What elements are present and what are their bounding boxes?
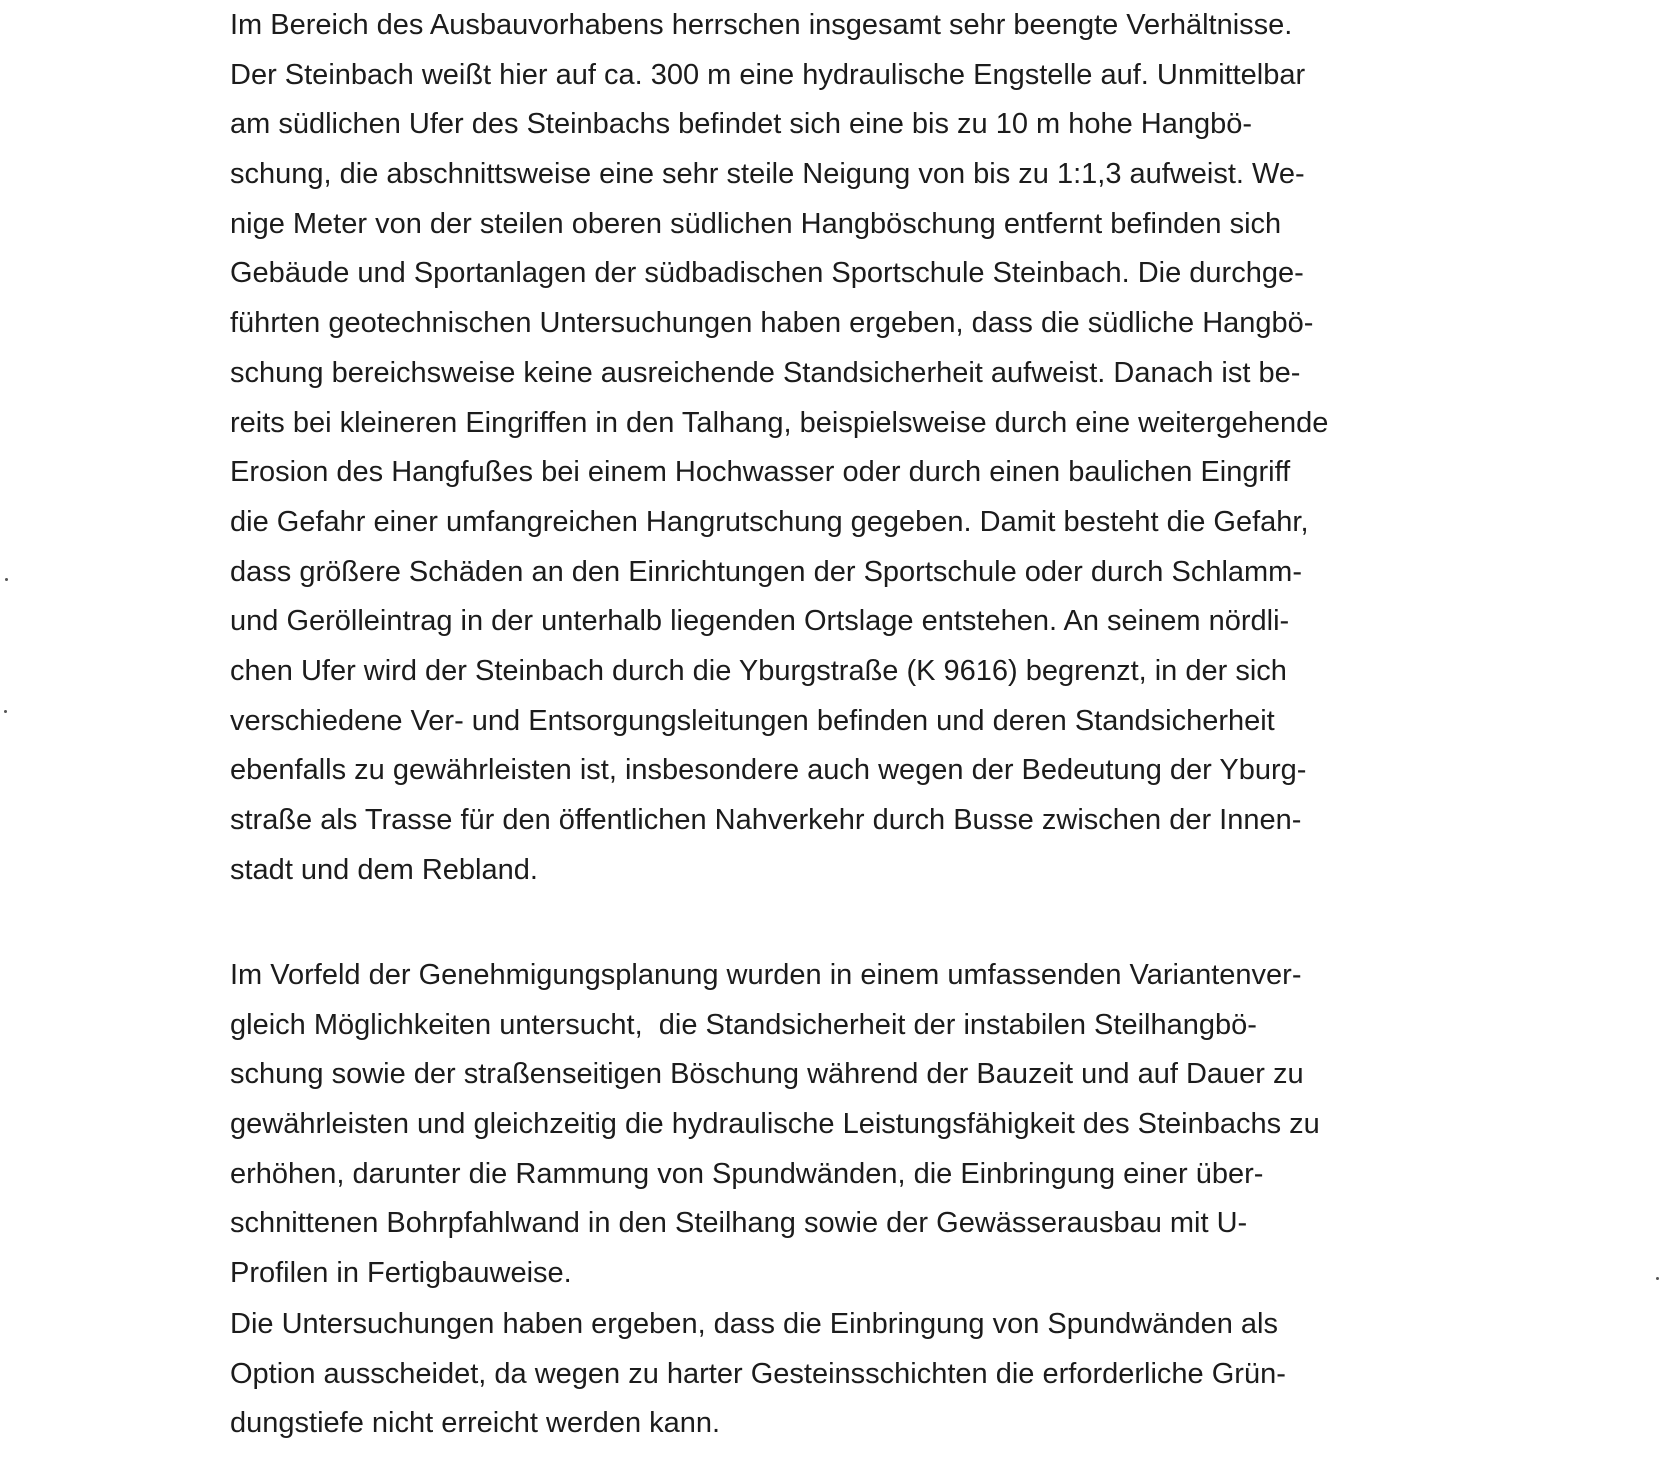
text-line: ebenfalls zu gewährleisten ist, insbesondere auch wegen der Bedeutung der Yburg- [230, 754, 1307, 787]
text-line: chen Ufer wird der Steinbach durch die Yburgstraße (K 9616) begrenzt, in der sich [230, 654, 1287, 687]
text-line: die Gefahr einer umfangreichen Hangrutschung gegeben. Damit besteht die Gefahr, [230, 505, 1309, 538]
scan-speck [5, 578, 8, 581]
paragraph-1 [230, 1, 1328, 895]
text-line: führten geotechnischen Untersuchungen haben ergeben, dass die südliche Hangbö- [230, 307, 1314, 340]
text-line: Gebäude und Sportanlagen der südbadischen Sportschule Steinbach. Die durchge- [230, 257, 1304, 290]
scan-speck [4, 710, 7, 713]
text-line: am südlichen Ufer des Steinbachs befindet sich eine bis zu 10 m hohe Hangbö- [230, 108, 1253, 141]
paragraph-2 [230, 951, 1320, 1299]
text-line: nige Meter von der steilen oberen südlichen Hangböschung entfernt befinden sich [230, 207, 1282, 240]
text-line: dungstiefe nicht erreicht werden kann. [230, 1407, 721, 1440]
text-line: reits bei kleineren Eingriffen in den Talhang, beispielsweise durch eine weitergehende [230, 406, 1329, 439]
text-line: Die Untersuchungen haben ergeben, dass die Einbringung von Spundwänden als [230, 1308, 1278, 1340]
text-line: Profilen in Fertigbauweise. [230, 1257, 572, 1290]
text-line: Option ausscheidet, da wegen zu harter Gesteinsschichten die erforderliche Grün- [230, 1357, 1286, 1390]
text-line: verschiedene Ver- und Entsorgungsleitungen befinden und deren Standsicherheit [230, 704, 1275, 737]
text-line: schung, die abschnittsweise eine sehr steile Neigung von bis zu 1:1,3 aufweist. We- [230, 158, 1305, 191]
text-line: schung sowie der straßenseitigen Böschung während der Bauzeit und auf Dauer zu [230, 1058, 1304, 1091]
text-line: und Gerölleintrag in der unterhalb liegenden Ortslage entstehen. An seinem nördli- [230, 605, 1290, 638]
text-line: Im Bereich des Ausbauvorhabens herrschen insgesamt sehr beengte Verhältnisse. [230, 9, 1293, 41]
text-line: schnittenen Bohrpfahlwand in den Steilhang sowie der Gewässerausbau mit U- [230, 1207, 1248, 1240]
text-line: Erosion des Hangfußes bei einem Hochwasser oder durch einen baulichen Eingriff [230, 456, 1291, 489]
text-line: stadt und dem Rebland. [230, 853, 538, 886]
text-line: gewährleisten und gleichzeitig die hydraulische Leistungsfähigkeit des Steinbachs zu [230, 1108, 1320, 1141]
text-line: schung bereichsweise keine ausreichende Standsicherheit aufweist. Danach ist be- [230, 356, 1301, 389]
paragraph-3 [230, 1300, 1286, 1449]
text-line: Der Steinbach weißt hier auf ca. 300 m eine hydraulische Engstelle auf. Unmittelbar [230, 58, 1306, 91]
scan-speck [1656, 1277, 1659, 1280]
text-line: dass größere Schäden an den Einrichtungen der Sportschule oder durch Schlamm- [230, 555, 1302, 588]
text-line: straße als Trasse für den öffentlichen Nahverkehr durch Busse zwischen der Innen- [230, 804, 1302, 836]
text-line: erhöhen, darunter die Rammung von Spundwänden, die Einbringung einer über- [230, 1157, 1264, 1190]
text-line: Im Vorfeld der Genehmigungsplanung wurden in einem umfassenden Variantenver- [230, 959, 1302, 991]
text-line: gleich Möglichkeiten untersucht, die Standsicherheit der instabilen Steilhangbö- [230, 1008, 1257, 1041]
